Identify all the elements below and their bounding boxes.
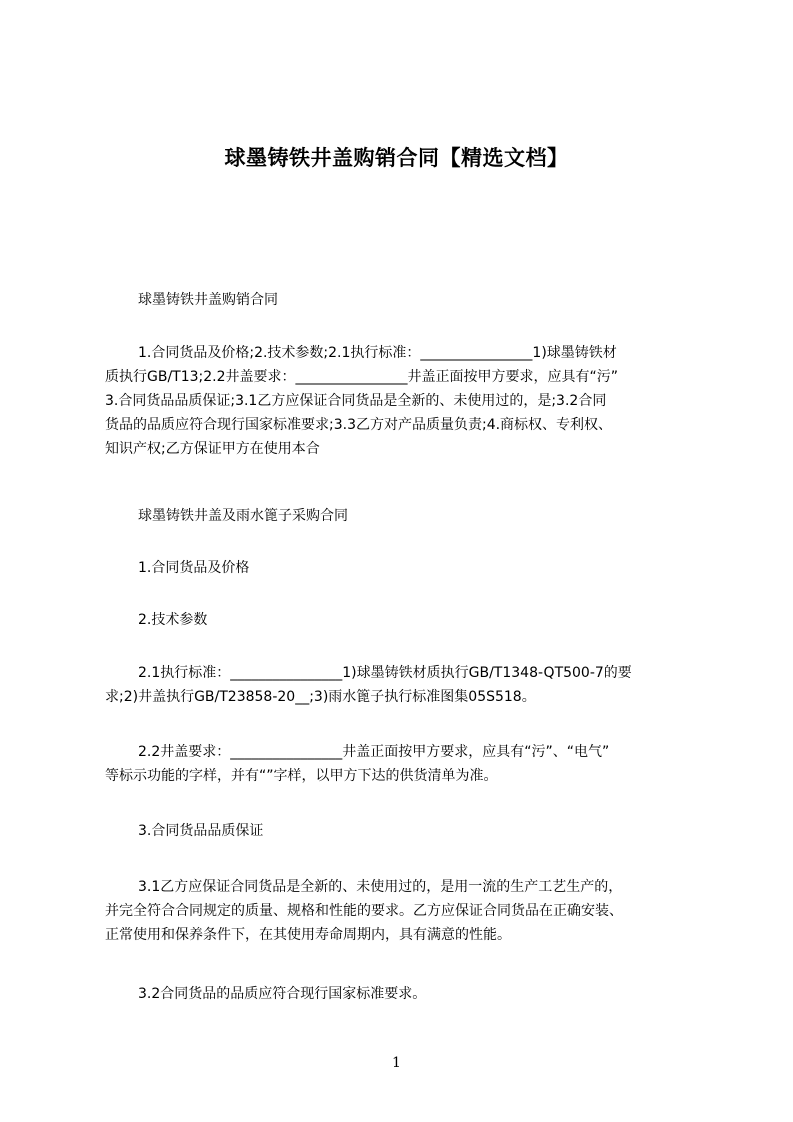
text-line: 求;2)井盖执行GB/T23858-20__;3)雨水篦子执行标准图集05S518。: [105, 689, 536, 705]
text-line: 2.2井盖要求：________________井盖正面按甲方要求，应具有“污”、“电气”: [138, 744, 610, 760]
paragraph-intro-summary: [105, 341, 703, 461]
text-line: 货品的品质应符合现行国家标准要求;3.3乙方对产品质量负责;4.商标权、专利权、: [105, 417, 613, 433]
text-line: 3.合同货品品质保证: [138, 823, 264, 839]
text-line: 2.1执行标准：________________1)球墨铸铁材质执行GB/T1348-QT500-7的要: [138, 665, 632, 681]
text-line: 3.1乙方应保证合同货品是全新的、未使用过的，是用一流的生产工艺生产的，: [138, 879, 623, 895]
paragraph-section-1: [105, 556, 703, 580]
paragraph-contract-heading: [105, 504, 703, 528]
paragraph-section-3-2: [105, 982, 703, 1006]
document-title: 球墨铸铁井盖购销合同【精选文档】: [224, 146, 569, 170]
text-line: 3.合同货品品质保证;3.1乙方应保证合同货品是全新的、未使用过的，是;3.2合同: [105, 393, 607, 409]
text-line: 1.合同货品及价格;2.技术参数;2.1执行标准：________________1)球墨铸铁材: [138, 345, 617, 361]
page-number: 1: [392, 1055, 401, 1071]
text-line: 球墨铸铁井盖及雨水篦子采购合同: [138, 508, 348, 524]
paragraph-section-3: [105, 819, 703, 843]
text-line: 知识产权;乙方保证甲方在使用本合: [105, 441, 320, 457]
text-line: 并完全符合合同规定的质量、规格和性能的要求。乙方应保证合同货品在正确安装、: [105, 903, 623, 919]
paragraph-section-2-2: [105, 740, 703, 788]
text-line: 2.技术参数: [138, 612, 208, 628]
text-line: 球墨铸铁井盖购销合同: [138, 292, 278, 308]
paragraph-intro-heading: [105, 288, 703, 312]
paragraph-section-2: [105, 608, 703, 632]
text-line: 正常使用和保养条件下，在其使用寿命周期内，具有满意的性能。: [105, 927, 511, 943]
text-line: 等标示功能的字样，并有“”字样，以甲方下达的供货清单为准。: [105, 768, 498, 784]
paragraph-section-3-1: [105, 875, 703, 947]
text-line: 3.2合同货品的品质应符合现行国家标准要求。: [138, 986, 427, 1002]
text-line: 1.合同货品及价格: [138, 560, 250, 576]
paragraph-section-2-1: [105, 661, 703, 709]
text-line: 质执行GB/T13;2.2井盖要求：________________井盖正面按甲方要求，应具有“污”: [105, 369, 619, 385]
